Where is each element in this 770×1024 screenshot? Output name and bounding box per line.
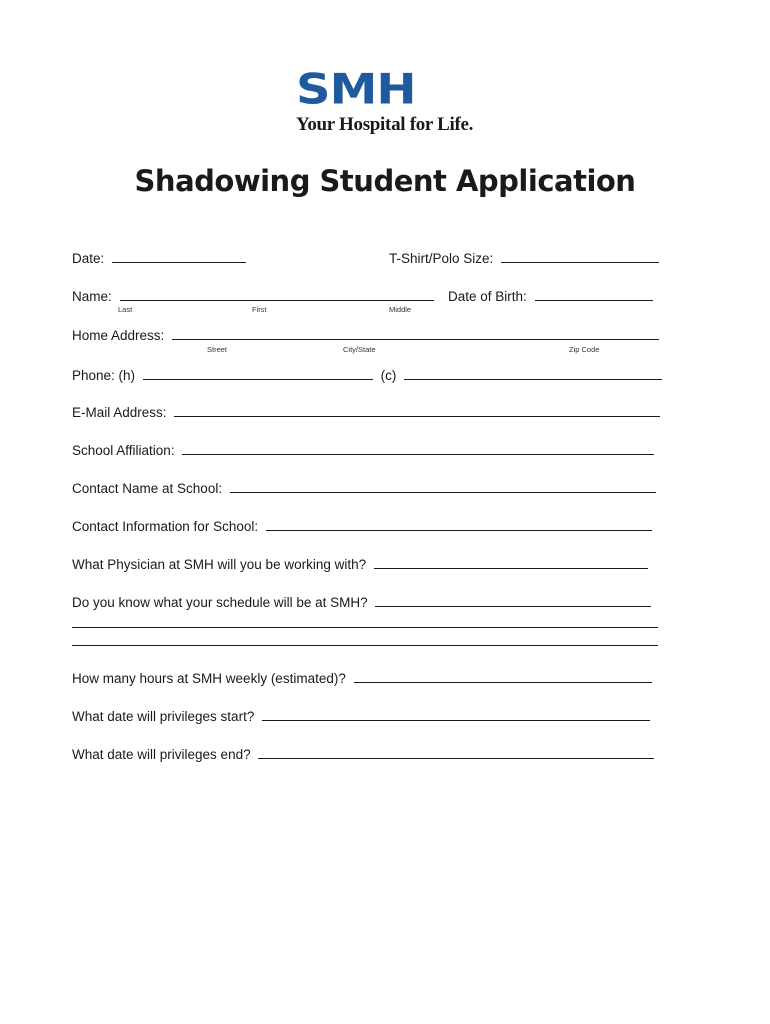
- home-phone-field[interactable]: [143, 367, 373, 380]
- logo-tagline: Your Hospital for Life.: [296, 114, 474, 135]
- cell-label: (c): [380, 368, 397, 383]
- hours-field[interactable]: [354, 670, 652, 683]
- contact-name-field[interactable]: [230, 480, 656, 493]
- school-label: School Affiliation:: [72, 443, 175, 458]
- email-field[interactable]: [174, 404, 660, 417]
- date-field[interactable]: [112, 250, 246, 263]
- name-sub-middle: Middle: [389, 305, 412, 314]
- school-row: [72, 442, 654, 458]
- date-label: Date:: [72, 251, 105, 266]
- start-label: What date will privileges start?: [72, 709, 255, 724]
- shirt-size-field[interactable]: [501, 250, 659, 263]
- schedule-row: [72, 594, 651, 610]
- phone-label: Phone: (h): [72, 368, 136, 383]
- contact-info-row: [72, 518, 652, 534]
- physician-row: [72, 556, 648, 572]
- name-label: Name:: [72, 289, 112, 304]
- email-row: [72, 404, 660, 420]
- end-label: What date will privileges end?: [72, 747, 251, 762]
- contact-info-field[interactable]: [266, 518, 652, 531]
- shirt-row: [389, 250, 659, 266]
- hours-label: How many hours at SMH weekly (estimated)?: [72, 671, 346, 686]
- address-sub-street: Street: [207, 345, 228, 354]
- schedule-label: Do you know what your schedule will be at SMH?: [72, 595, 368, 610]
- name-row: [72, 288, 434, 304]
- address-field[interactable]: [172, 327, 659, 340]
- physician-label: What Physician at SMH will you be working with?: [72, 557, 367, 572]
- school-field[interactable]: [182, 442, 654, 455]
- address-sub-city: City/State: [343, 345, 376, 354]
- schedule-field[interactable]: [375, 594, 651, 607]
- physician-field[interactable]: [374, 556, 648, 569]
- shirt-label: T-Shirt/Polo Size:: [389, 251, 494, 266]
- dob-label: Date of Birth:: [448, 289, 527, 304]
- date-row: [72, 250, 246, 266]
- name-field[interactable]: [120, 288, 434, 301]
- logo-wordmark: SMH: [296, 64, 416, 114]
- dob-row: [448, 288, 653, 304]
- dob-field[interactable]: [535, 288, 653, 301]
- contact-name-label: Contact Name at School:: [72, 481, 223, 496]
- address-label: Home Address:: [72, 328, 165, 343]
- name-sub-first: First: [252, 305, 267, 314]
- schedule-extra-line-1[interactable]: [72, 627, 658, 628]
- cell-phone-field[interactable]: [404, 367, 662, 380]
- contact-name-row: [72, 480, 656, 496]
- end-date-field[interactable]: [258, 746, 654, 759]
- schedule-extra-line-2[interactable]: [72, 645, 658, 646]
- start-date-field[interactable]: [262, 708, 650, 721]
- end-row: [72, 746, 654, 762]
- address-sub-zip: Zip Code: [569, 345, 600, 354]
- email-label: E-Mail Address:: [72, 405, 167, 420]
- start-row: [72, 708, 650, 724]
- contact-info-label: Contact Information for School:: [72, 519, 259, 534]
- smh-logo: [296, 64, 476, 114]
- phone-row: [72, 367, 662, 383]
- name-sub-last: Last: [118, 305, 133, 314]
- address-row: [72, 327, 659, 343]
- page-title: Shadowing Student Application: [134, 164, 636, 198]
- hours-row: [72, 670, 652, 686]
